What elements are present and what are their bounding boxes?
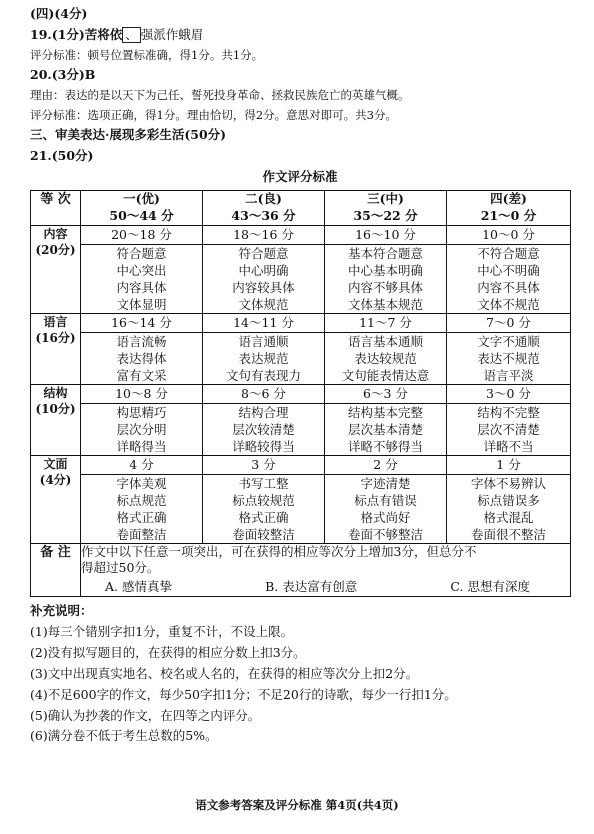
category-name: 结构 [43, 385, 68, 400]
score-range: 1 分 [447, 456, 570, 475]
category-name: 内容 [43, 226, 68, 241]
criterion: 语言通顺 [238, 333, 289, 349]
criterion: 语言平淡 [483, 367, 534, 383]
grade-header-row [31, 190, 571, 225]
score-range: 16～14 分 [81, 314, 202, 333]
score-range: 8～6 分 [203, 385, 324, 404]
criterion: 卷面很不整洁 [470, 526, 546, 542]
criterion: 详略不当 [483, 438, 534, 454]
criterion: 结构合理 [238, 404, 289, 420]
criteria-cell [81, 455, 203, 543]
score-range: 7～0 分 [447, 314, 570, 333]
grade-name: 三(中) [367, 190, 404, 206]
table-row-structure [31, 384, 571, 455]
criteria-cell [203, 225, 325, 313]
supplement-item: (5)确认为抄袭的作文，在四等之内评分。 [30, 707, 261, 723]
bonus-criterion: B. 表达富有创意 [265, 579, 358, 595]
criterion: 语言基本通顺 [347, 333, 423, 349]
score-range: 14～11 分 [203, 314, 324, 333]
q20-scoring: 评分标准：选项正确，得1分。理由恰切，得2分。意思对即可。共3分。 [30, 107, 397, 122]
note-text-1: 作文中以下任意一项突出，可在获得的相应等次分上增加3分，但总分不 [81, 543, 477, 559]
grade-header-cell [447, 190, 571, 225]
page-footer: 语文参考答案及评分标准 第4页(共4页) [195, 798, 399, 812]
criterion: 不符合题意 [477, 245, 540, 261]
grade-name: 二(良) [245, 190, 282, 206]
criterion: 格式尚好 [360, 509, 411, 525]
supplement-item: (6)满分卷不低于考生总数的5%。 [30, 728, 218, 744]
criterion: 中心不明确 [477, 262, 540, 278]
grade-range: 35～22 分 [353, 207, 418, 223]
criteria-cell [447, 313, 571, 384]
table-row-note [31, 543, 571, 597]
grade-range: 21～0 分 [480, 207, 537, 223]
category-points: (10分) [35, 401, 76, 416]
criteria-cell [325, 455, 447, 543]
q19-label: 19.(1分)苦将依 [30, 26, 123, 42]
supplement-item: (4)不足600字的作文，每少50字扣1分；不足20行的诗歌，每少一行扣1分。 [30, 686, 457, 702]
table-row-language [31, 313, 571, 384]
score-range: 10～8 分 [81, 385, 202, 404]
table-title: 作文评分标准 [262, 168, 338, 184]
criteria-cell [447, 225, 571, 313]
criterion: 内容较具体 [232, 279, 295, 295]
criterion: 文句能表情达意 [341, 367, 430, 383]
category-name: 文面 [43, 456, 68, 471]
criteria-cell [447, 455, 571, 543]
criterion: 语言流畅 [116, 333, 167, 349]
q20-reason: 理由：表达的是以天下为己任、誓死投身革命、拯救民族危亡的英雄气概。 [30, 88, 410, 103]
criteria-cell [203, 313, 325, 384]
grade-name: 一(优) [123, 190, 160, 206]
note-label: 备 注 [31, 543, 81, 597]
criterion: 文体基本规范 [347, 296, 423, 312]
score-range: 20～18 分 [81, 226, 202, 245]
q20-label: 20.(3分)B [30, 67, 96, 83]
criterion: 内容不具体 [477, 279, 540, 295]
criterion: 符合题意 [116, 245, 167, 261]
criteria-cell [203, 455, 325, 543]
table-row-presentation [31, 455, 571, 543]
category-cell [31, 225, 81, 313]
criterion: 格式混乱 [483, 509, 534, 525]
bonus-criterion: A. 感情真挚 [105, 579, 172, 595]
note-text-2: 得超过50分。 [81, 560, 160, 576]
criterion: 表达得体 [116, 350, 167, 366]
score-range: 6～3 分 [325, 385, 446, 404]
criterion: 结构基本完整 [347, 404, 423, 420]
essay-scoring-table [30, 190, 571, 597]
supplement-item: (3)文中出现真实地名、校名或人名的，在获得的相应等次分上扣2分。 [30, 665, 419, 681]
table-row-content [31, 225, 571, 313]
category-cell [31, 384, 81, 455]
score-range: 16～10 分 [325, 226, 446, 245]
score-range: 10～0 分 [447, 226, 570, 245]
q19-boxed-mark: 、 [122, 27, 141, 43]
criteria-cell [447, 384, 571, 455]
bonus-criteria [81, 577, 570, 596]
criterion: 字迹清楚 [360, 475, 411, 491]
criteria-cell [325, 225, 447, 313]
criterion: 详略较得当 [232, 438, 295, 454]
criterion: 层次较清楚 [232, 421, 295, 437]
criterion: 表达较规范 [354, 350, 417, 366]
criterion: 卷面整洁 [116, 526, 167, 542]
criterion: 中心明确 [238, 262, 289, 278]
criteria-cell [325, 384, 447, 455]
category-points: (20分) [35, 242, 76, 257]
criterion: 文字不通顺 [477, 333, 540, 349]
criterion: 字体美观 [116, 475, 167, 491]
criterion: 标点规范 [116, 492, 167, 508]
score-range: 3～0 分 [447, 385, 570, 404]
answer-page [30, 6, 570, 749]
grade-header: 等 次 [31, 190, 81, 225]
category-points: (16分) [35, 330, 76, 345]
criteria-cell [81, 384, 203, 455]
q19-scoring: 评分标准：顿号位置标准确，得1分。共1分。 [30, 47, 264, 62]
criterion: 卷面不够整洁 [347, 526, 423, 542]
criterion: 格式正确 [238, 509, 289, 525]
criterion: 中心基本明确 [347, 262, 423, 278]
criterion: 卷面较整洁 [232, 526, 295, 542]
score-range: 2 分 [325, 456, 446, 475]
criterion: 格式正确 [116, 509, 167, 525]
q21-label: 21.(50分) [30, 148, 94, 164]
criteria-cell [81, 225, 203, 313]
criteria-cell [81, 313, 203, 384]
criterion: 文体规范 [238, 296, 289, 312]
criteria-cell [325, 313, 447, 384]
criterion: 书写工整 [238, 475, 289, 491]
criterion: 表达不规范 [477, 350, 540, 366]
supplement-item: (2)没有拟写题目的，在获得的相应分数上扣3分。 [30, 644, 306, 660]
section-three-heading: 三、审美表达·展现多彩生活(50分) [30, 127, 227, 143]
criterion: 基本符合题意 [347, 245, 423, 261]
q19-rest: 强派作蛾眉 [140, 26, 204, 42]
criterion: 内容具体 [116, 279, 167, 295]
score-range: 18～16 分 [203, 226, 324, 245]
criteria-cell [203, 384, 325, 455]
criterion: 文句有表现力 [225, 367, 301, 383]
criterion: 富有文采 [116, 367, 167, 383]
bonus-criterion: C. 思想有深度 [450, 579, 530, 595]
criterion: 表达规范 [238, 350, 289, 366]
grade-header-cell [203, 190, 325, 225]
section-four-heading: (四)(4分) [30, 6, 88, 21]
grade-header-cell [325, 190, 447, 225]
score-range: 11～7 分 [325, 314, 446, 333]
criterion: 层次基本清楚 [347, 421, 423, 437]
criterion: 中心突出 [116, 262, 167, 278]
criterion: 层次不清楚 [477, 421, 540, 437]
grade-range: 50～44 分 [109, 207, 174, 223]
criterion: 层次分明 [116, 421, 167, 437]
criterion: 内容不够具体 [347, 279, 423, 295]
score-range: 3 分 [203, 456, 324, 475]
supplement-title: 补充说明： [30, 603, 93, 619]
category-cell [31, 455, 81, 543]
grade-header-cell [81, 190, 203, 225]
grade-range: 43～36 分 [231, 207, 296, 223]
criterion: 文体显明 [116, 296, 167, 312]
criterion: 详略不够得当 [347, 438, 423, 454]
note-cell [81, 543, 571, 597]
criterion: 文体不规范 [477, 296, 540, 312]
grade-name: 四(差) [490, 190, 527, 206]
score-range: 4 分 [81, 456, 202, 475]
q19-answer [30, 27, 570, 44]
criterion: 字体不易辨认 [470, 475, 546, 491]
category-points: (4分) [39, 472, 72, 487]
criterion: 标点错误多 [477, 492, 540, 508]
category-cell [31, 313, 81, 384]
criterion: 标点较规范 [232, 492, 295, 508]
category-name: 语言 [43, 314, 68, 329]
criterion: 结构不完整 [477, 404, 540, 420]
criterion: 标点有错误 [354, 492, 417, 508]
criterion: 构思精巧 [116, 404, 167, 420]
criterion: 符合题意 [238, 245, 289, 261]
supplement-item: (1)每三个错别字扣1分，重复不计，不设上限。 [30, 624, 294, 640]
criterion: 详略得当 [116, 438, 167, 454]
